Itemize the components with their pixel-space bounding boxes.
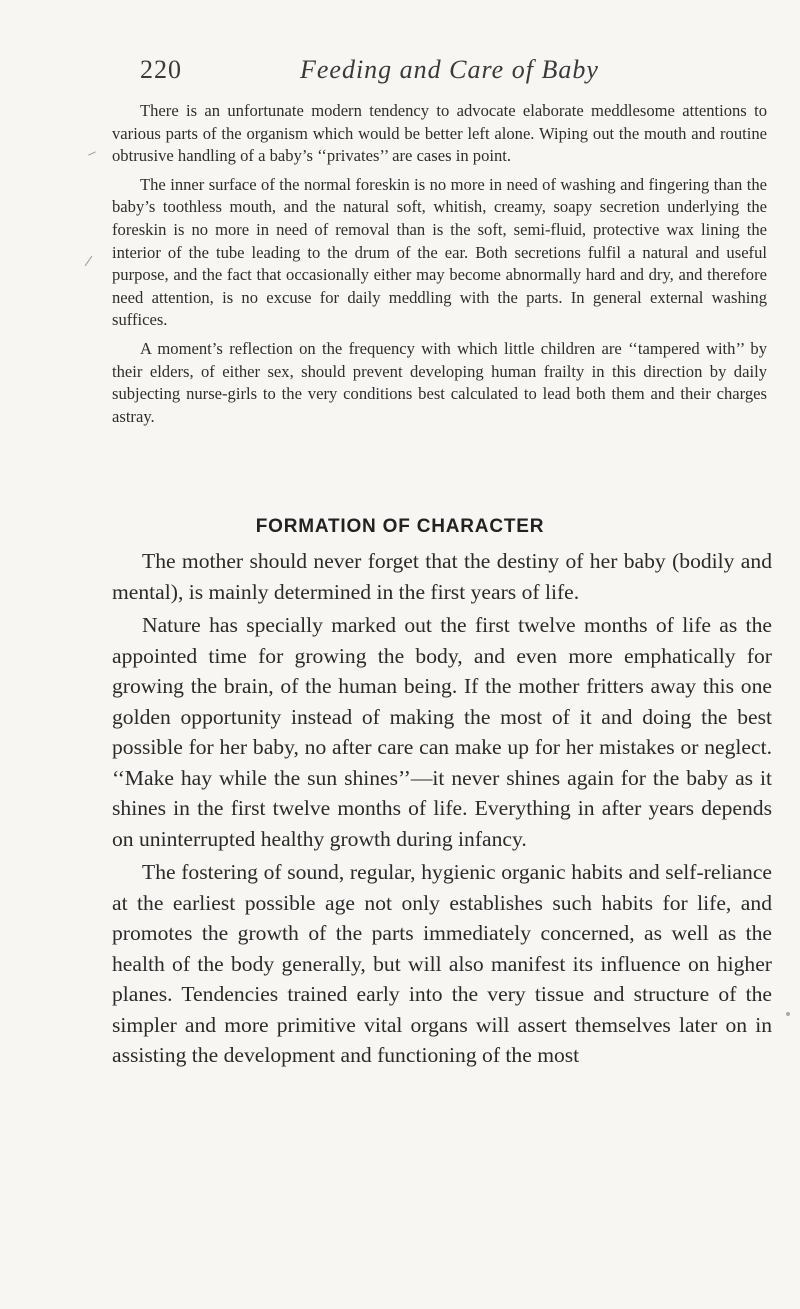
section-heading: FORMATION OF CHARACTER: [255, 516, 545, 537]
margin-mark: [88, 151, 96, 155]
margin-mark: [786, 1012, 790, 1016]
margin-mark: [85, 256, 93, 266]
section-body: [112, 546, 772, 1074]
page-header: [140, 55, 700, 95]
paragraph: A moment’s reflection on the frequency with which little children are ‘‘tampered with’’ by their elders, of either sex, should prevent developing human frailty in this direction by daily subjecting nurse-girls to the very conditions best calculated to lead both them and their charges astray.: [112, 338, 767, 426]
paragraph: There is an unfortunate modern tendency to advocate elaborate meddlesome attentions to various parts of the organism which would be better left alone. Wiping out the mouth and routine obtrusive handling of a baby’s ‘‘privates’’ are cases in point.: [112, 101, 767, 166]
page-number: 220: [140, 55, 182, 84]
paragraph: The mother should never forget that the destiny of her baby (bodily and mental), is mainly determined in the first years of life.: [112, 549, 772, 604]
running-title: Feeding and Care of Baby: [300, 55, 599, 84]
intro-text: [112, 100, 767, 434]
paragraph: The fostering of sound, regular, hygienic organic habits and self-reliance at the earliest possible age not only establishes such habits for life, and promotes the growth of the parts immediately concerned, as well as the health of the body generally, but will also manifest its influence on higher planes. Tendencies trained early into the very tissue and structure of the simpler and more primitive vital organs will assert themselves later on in assisting the development and functioning of the most: [112, 860, 772, 1067]
paragraph: The inner surface of the normal foreskin is no more in need of washing and fingering than the baby’s toothless mouth, and the natural soft, whitish, creamy, soapy secretion underlying the foreskin is no more in need of removal than is the soft, semi-fluid, protective wax lining the interior of the tube leading to the drum of the ear. Both secretions fulfil a natural and useful purpose, and the fact that occasionally either may become abnormally hard and dry, and therefore need attention, is no excuse for daily meddling with the parts. In general external washing suffices.: [112, 174, 767, 330]
paragraph: Nature has specially marked out the first twelve months of life as the appointed time for growing the body, and even more emphatically for growing the brain, of the human being. If the mother fritters away this one golden opportunity instead of making the most of it and doing the best possible for her baby, no after care can make up for her mistakes or neglect. ‘‘Make hay while the sun shines’’—it never shines again for the baby as it shines in the first twelve months of life. Everything in after years depends on uninterrupted healthy growth during infancy.: [112, 613, 772, 851]
